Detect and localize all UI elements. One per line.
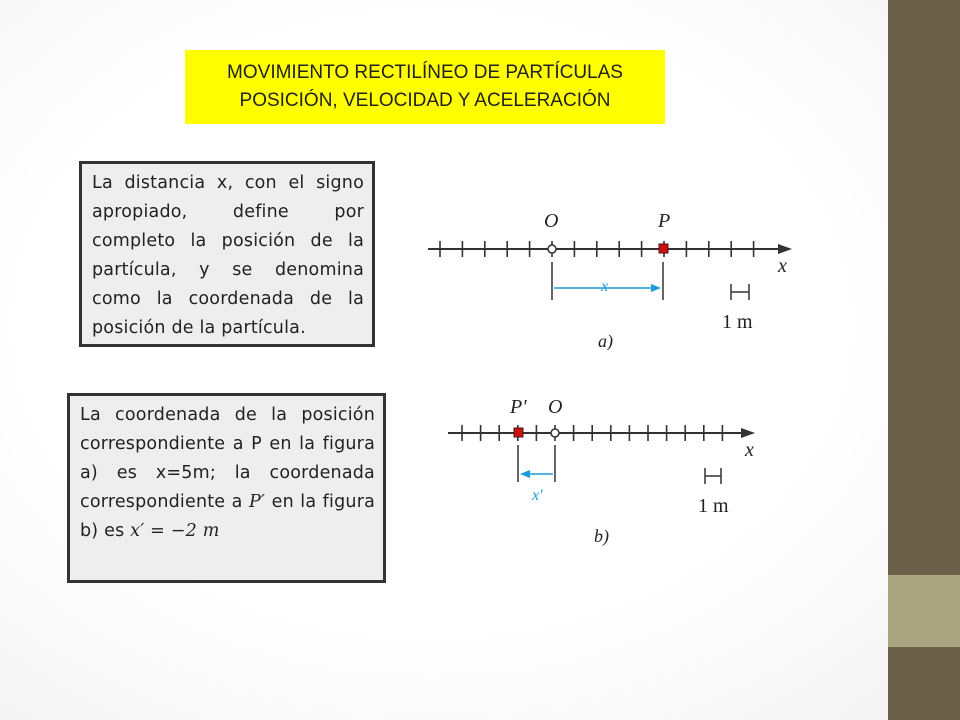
distance-arrow-b: [518, 445, 555, 482]
origin-label-a: O: [544, 210, 559, 232]
distance-label-b: x': [532, 487, 543, 504]
title-line-2: POSICIÓN, VELOCIDAD Y ACELERACIÓN: [239, 90, 611, 111]
unit-label-b: 1 m: [698, 495, 729, 517]
definition-text: La distancia x, con el signo apropiado, define por completo la posición de la partícula, y se denomina como la coordenada de la posición de la partícula.: [92, 173, 364, 338]
side-accent: [888, 575, 960, 647]
axis-label-b: x: [745, 439, 754, 461]
point-label-a: P: [658, 210, 671, 232]
slide-title: [185, 50, 665, 124]
unit-marker-a: [731, 284, 749, 300]
x-prime-formula: x′ = −2 m: [130, 521, 220, 541]
unit-label-a: 1 m: [722, 311, 753, 333]
point-label-b: P': [510, 396, 527, 418]
p-prime-symbol: P′: [249, 492, 266, 512]
example-box: [67, 393, 386, 583]
axis-b: [448, 425, 755, 441]
figure-b: [440, 390, 780, 550]
particle-point-b: [514, 428, 523, 437]
origin-label-b: O: [548, 396, 563, 418]
example-text-b: en la figura b) es: [80, 492, 376, 541]
axis-a: [428, 241, 792, 257]
figure-a: [420, 200, 800, 350]
origin-point-a: [548, 245, 556, 253]
origin-point-b: [551, 429, 559, 437]
unit-marker-b: [705, 468, 721, 484]
caption-a: a): [598, 331, 613, 350]
particle-point-a: [659, 244, 668, 253]
axis-label-a: x: [778, 255, 787, 277]
example-text-a: La coordenada de la posición correspondiente a P en la figura a) es x=5m; la coordenada correspondiente a: [80, 405, 375, 512]
distance-label-a: x: [601, 278, 609, 295]
caption-b: b): [594, 526, 609, 546]
title-line-1: MOVIMIENTO RECTILÍNEO DE PARTÍCULAS: [227, 62, 623, 83]
definition-box: [79, 161, 375, 347]
